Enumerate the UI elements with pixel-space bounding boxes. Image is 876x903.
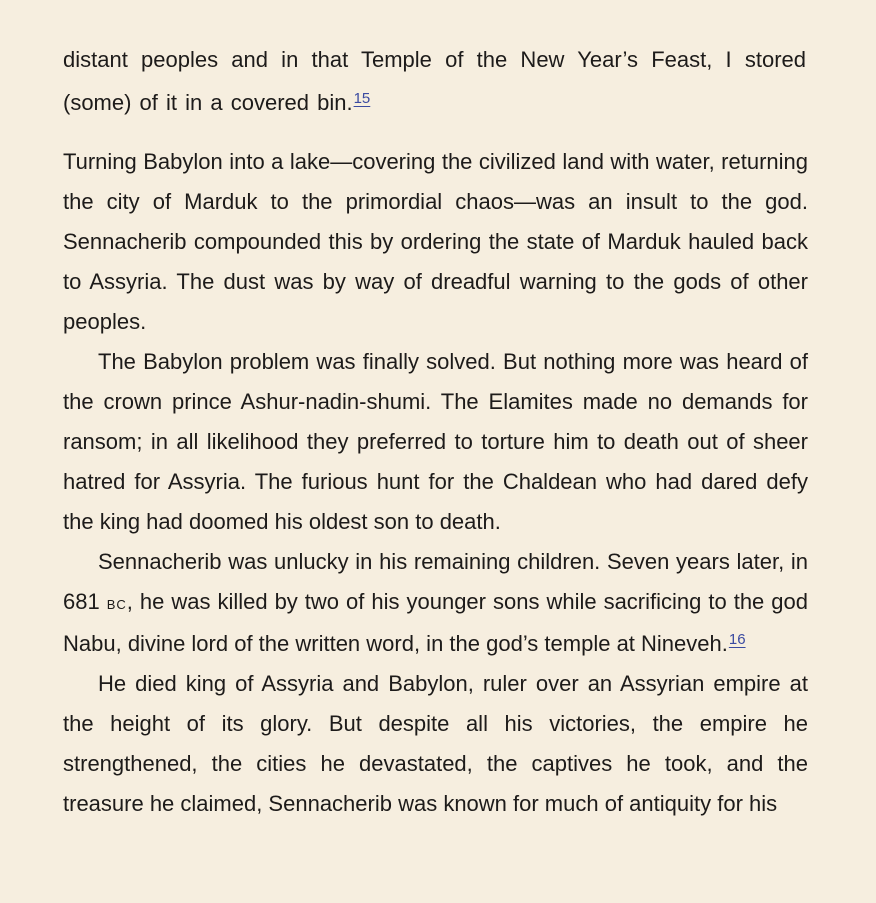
footnote-ref-15[interactable]: 15 [353, 90, 371, 107]
body-text [63, 142, 808, 824]
block-quote [63, 38, 806, 124]
footnote-ref-16[interactable]: 16 [728, 631, 746, 648]
quote-text: distant peoples and in that Temple of the New Year’s Feast, I stored (some) of it in a covered bin. [63, 47, 806, 115]
paragraph-1: Turning Babylon into a lake—covering the civilized land with water, returning the city of Marduk to the primordial chaos—was an insult to the god. Sennacherib compounded this by ordering the state of Marduk hauled back to Assyria. The dust was by way of dreadful warning to the gods of other peoples. [63, 149, 808, 334]
paragraph-3 [63, 542, 808, 664]
paragraph-2: The Babylon problem was finally solved. But nothing more was heard of the crown prince Ashur-nadin-shumi. The Elamites made no demands for ransom; in all likelihood they preferred to torture him to death out of sheer hatred for Assyria. The furious hunt for the Chaldean who had dared defy the king had doomed his oldest son to death. [63, 349, 808, 534]
paragraph-3-text-a: Sennacherib was unlucky in his remaining children. Seven years later, in 681 [63, 549, 808, 614]
paragraph-3-text-b: , he was killed by two of his younger sons while sacrificing to the god Nabu, divine lord of the written word, in the god’s temple at Nineveh. [63, 589, 808, 656]
era-label: bc [106, 593, 127, 614]
paragraph-4: He died king of Assyria and Babylon, ruler over an Assyrian empire at the height of its glory. But despite all his victories, the empire he strengthened, the cities he devastated, the captives he took, and the treasure he claimed, Sennacherib was known for much of antiquity for his [63, 671, 808, 816]
